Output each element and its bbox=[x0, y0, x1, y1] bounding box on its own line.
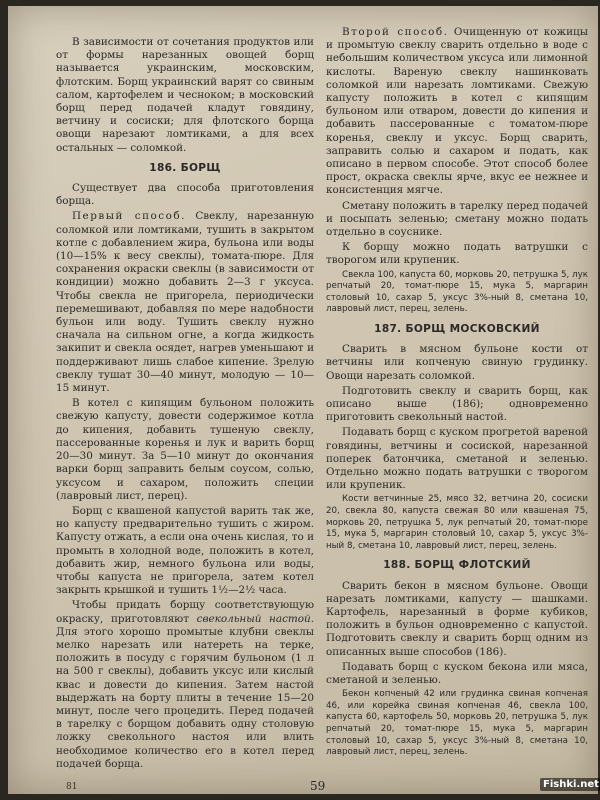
paragraph: Сметану положить в тарелку перед подачей и посыпать зеленью; сметану можно подать отдельно в соуснике. bbox=[326, 199, 588, 239]
beet-infusion-text-rest: Для этого хорошо промытые клубни свеклы мелко нарезать или натереть на терке, положить в посуду с горячим бульоном (1 л на 500 г свеклы), добавить уксус или кислый квас и довести до кипения. Затем настой выдержать на борту плиты в течение 15—20 минут, после чего процедить. Перед подачей в тарелку с борщом добавить одну столовую ложку свекольного настоя или влить необходимое количество его в котел перед подачей борща. bbox=[56, 625, 314, 770]
recipe-heading-188: 188. БОРЩ ФЛОТСКИЙ bbox=[383, 559, 531, 572]
paragraph: Подавать борщ с куском бекона или мяса, сметаной и зеленью. bbox=[326, 660, 588, 687]
intro-paragraph: В зависимости от сочетания продуктов или от формы нарезанных овощей борщ называется украинским, московским, флотским. Борщ украинский варят со свиным салом, картофелем и чесноком; в московский борщ перед подачей кладут говядину, ветчину и сосиски; для флотского борща овощи нарезают ломтиками, а для всех остальных — соломкой. bbox=[56, 36, 314, 154]
left-column bbox=[56, 36, 314, 773]
recipe-heading-187: 187. БОРЩ МОСКОВСКИЙ bbox=[374, 323, 540, 336]
book-page bbox=[8, 6, 598, 794]
paragraph: Подготовить свеклу и сварить борщ, как описано выше (186); одновременно приготовить свекольный настой. bbox=[326, 384, 588, 424]
beet-infusion-text-start: Чтобы придать борщу соответствующую окраску, приготовляют bbox=[56, 599, 314, 625]
paragraph: Сварить в мясном бульоне кости от ветчины или копченую свиную грудинку. Овощи нарезать соломкой. bbox=[326, 343, 588, 382]
paragraph: К борщу можно подать ватрушки с творогом или крупеник. bbox=[326, 241, 588, 267]
first-method-label: Первый способ. bbox=[72, 210, 186, 223]
second-method-text: Очищенную от кожицы и промытую свеклу сварить отдельно в воде с небольшим количеством уксуса или лимонной кислоты. Вареную свеклу нашинковать соломкой или нарезать ломтиками. Свежую капусту положить в котел с кипящим бульоном или отваром, довести до кипения и добавить пассерованные с томатом-пюре коренья, свеклу и уксус. Борщ сварить, заправить солью и сахаром и подать, как описано в первом способе. Этот способ более прост, окраска свеклы ярче, вкус ее нежнее и консистенция мягче. bbox=[326, 26, 588, 197]
paragraph: Борщ с квашеной капустой варить так же, но капусту предварительно тушить с жиром. Капусту отжать, а если она очень кислая, то и промыть в холодной воде, положить в котел, добавить жир, немного бульона или воды, чтобы капуста не пригорела, затем котел закрыть крышкой и тушить 1½—2½ часа. bbox=[56, 504, 314, 597]
paragraph: Сварить бекон в мясном бульоне. Овощи нарезать ломтиками, капусту — шашками. Картофель, нарезанный в форме кубиков, положить в бульон одновременно с капустой. Подготовить свеклу и сварить борщ одним из описанных выше способов (186). bbox=[326, 579, 588, 658]
corner-mark: 81 bbox=[66, 782, 78, 792]
first-method-text: Свеклу, нарезанную соломкой или ломтиками, тушить в закрытом котле с добавлением жира, бульона или воды (10—15% к весу свеклы), томата-пюре. Для сохранения окраски свеклы (в зависимости от кондиции) можно добавить 2—3 г уксуса. Чтобы свекла не пригорела, периодически перемешивают, добавляя по мере надобности бульон или воду. Тушить свеклу нужно сначала на сильном огне, а когда жидкость закипит и свекла осядет, нагрев уменьшают и поддерживают лишь слабое кипение. Зрелую свеклу тушат 30—40 минут, молодую — 10—15 минут. bbox=[56, 210, 314, 395]
watermark-logo: Fishki.net bbox=[540, 778, 600, 791]
second-method-label: Второй способ. bbox=[342, 26, 449, 38]
page-number: 59 bbox=[310, 779, 326, 793]
ingredients-187: Кости ветчинные 25, мясо 32, ветчина 20, сосиски 20, свекла 80, капуста свежая 80 или квашеная 75, морковь 20, петрушка 5, лук репчатый 20, томат-пюре 15, мука 5, маргарин столовый 10, сахар 5, уксус 3%-ный 8, сметана 10, лавровый лист, перец, зелень. bbox=[326, 494, 588, 551]
paragraph: Подавать борщ с куском прогретой вареной говядины, ветчины и сосиской, нарезанной поперек батончика, сметаной и зеленью. Отдельно можно подать ватрушки с творогом или крупеник. bbox=[326, 426, 588, 492]
paragraph: В котел с кипящим бульоном положить свежую капусту, довести содержимое котла до кипения, добавить тушеную свеклу, пассерованные коренья и лук и варить борщ 20—30 минут. За 5—10 минут до окончания варки борщ заправить белым соусом, солью, уксусом и сахаром, положить специи (лавровый лист, перец). bbox=[56, 397, 314, 502]
first-method-paragraph bbox=[56, 210, 314, 395]
second-method-paragraph bbox=[326, 26, 588, 198]
ingredients-186: Свекла 100, капуста 60, морковь 20, петрушка 5, лук репчатый 20, томат-пюре 15, мука 5, маргарин столовый 10, сахар 5, уксус 3%-ный 8, сметана 10, лавровый лист, перец, зелень. bbox=[326, 269, 588, 315]
beet-infusion-term: свекольный настой. bbox=[196, 612, 314, 625]
ingredients-188: Бекон копченый 42 или грудинка свиная копченая 46, или корейка свиная копченая 46, свекла 100, капуста 60, картофель 50, морковь 20, петрушка 5, лук репчатый 20, томат-пюре 15, мука 5, маргарин столовый 10, сахар 5, уксус 3%-ный 8, сметана 10, лавровый лист, перец, зелень. bbox=[326, 689, 588, 758]
recipe-heading-186: 186. БОРЩ bbox=[149, 161, 221, 174]
right-column bbox=[326, 26, 588, 761]
beet-infusion-paragraph bbox=[56, 599, 314, 771]
paragraph: Существует два способа приготовления борща. bbox=[56, 182, 314, 208]
